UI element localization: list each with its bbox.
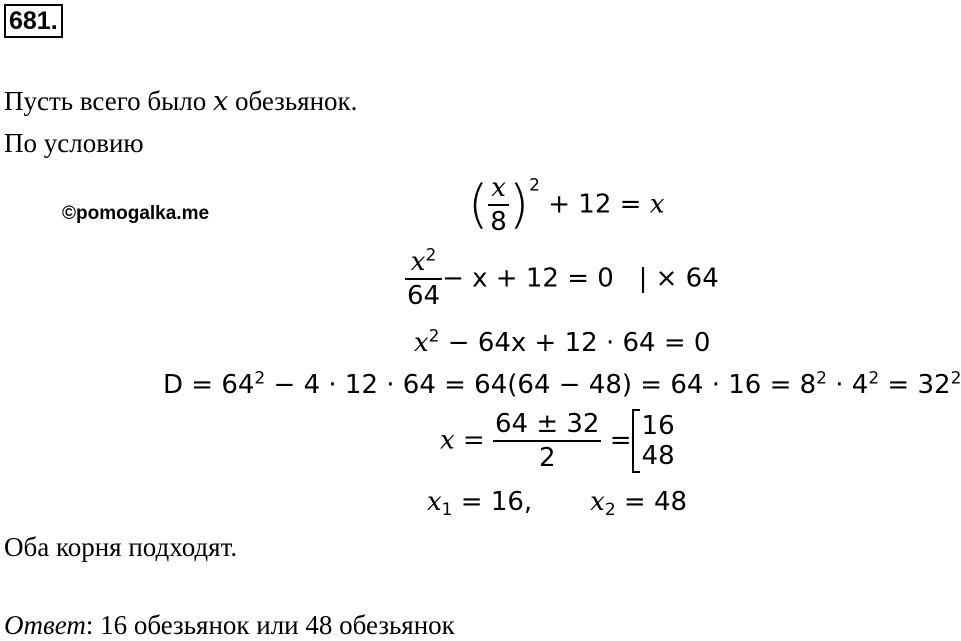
fraction	[405, 246, 442, 312]
root-1: 16	[641, 411, 675, 441]
numerator: 64 ± 32	[494, 409, 600, 439]
equation-2	[405, 246, 719, 312]
intro-line-1	[4, 86, 357, 117]
answer-text: : 16 обезьянок или 48 обезьянок	[85, 610, 455, 640]
exp-4: 2	[950, 368, 961, 389]
bracket-icon	[632, 409, 640, 473]
exp-1: 2	[254, 368, 266, 389]
x1-value: = 16,	[452, 487, 533, 517]
equation-rest: − 64x + 12 · 64 = 0	[447, 328, 711, 358]
denominator: 2	[493, 440, 601, 474]
fraction	[493, 408, 601, 474]
numerator-exp: 2	[425, 245, 437, 266]
x1-var: x	[427, 487, 442, 517]
x2-var: x	[590, 487, 605, 517]
denominator: 64	[405, 278, 442, 312]
answer-line	[4, 610, 455, 641]
intro-line-2: По условию	[4, 128, 144, 158]
roots-set	[642, 411, 675, 471]
problem-number: 681.	[4, 4, 63, 38]
equation-5-roots	[440, 408, 675, 474]
intro-variable: x	[213, 86, 229, 117]
exp-3: 2	[868, 368, 880, 389]
equation-3	[414, 327, 710, 359]
equation-1	[468, 172, 664, 238]
exponent: 2	[529, 175, 540, 196]
middle-1: − 4 · 12 · 64 = 64(64 − 48) = 64 · 16 = 8	[265, 370, 817, 400]
lhs: x =	[440, 425, 485, 456]
fraction	[488, 172, 509, 238]
intro-text: Пусть всего было	[4, 86, 207, 116]
x2-value: = 48	[615, 487, 688, 517]
intro-text-end: обезьянок.	[234, 86, 358, 116]
watermark: ©pomogalka.me	[62, 203, 210, 224]
variable: x	[414, 328, 429, 358]
lhs: D = 64	[163, 370, 255, 400]
x1-sub: 1	[441, 500, 453, 521]
root-2: 48	[641, 441, 675, 471]
middle-3: = 32	[879, 370, 951, 400]
right-paren: )	[508, 175, 530, 235]
left-paren: (	[468, 175, 489, 235]
denominator: 8	[488, 204, 509, 238]
equation-rest: + 12 =	[548, 189, 642, 220]
numerator: x	[491, 173, 506, 203]
conclusion: Оба корня подходят.	[4, 532, 238, 562]
exp-2: 2	[816, 368, 827, 389]
x2-sub: 2	[604, 500, 616, 521]
equation-rest: − x + 12 = 0 | × 64	[442, 263, 719, 294]
equation-6-solutions	[427, 486, 688, 521]
numerator	[405, 246, 442, 278]
variable: x	[649, 189, 665, 220]
middle-2: · 4	[827, 370, 869, 400]
answer-label: Ответ	[4, 610, 86, 640]
numerator-var: x	[410, 247, 426, 277]
equals: =	[609, 425, 632, 456]
equation-4-discriminant	[163, 369, 961, 401]
exponent: 2	[428, 326, 440, 347]
